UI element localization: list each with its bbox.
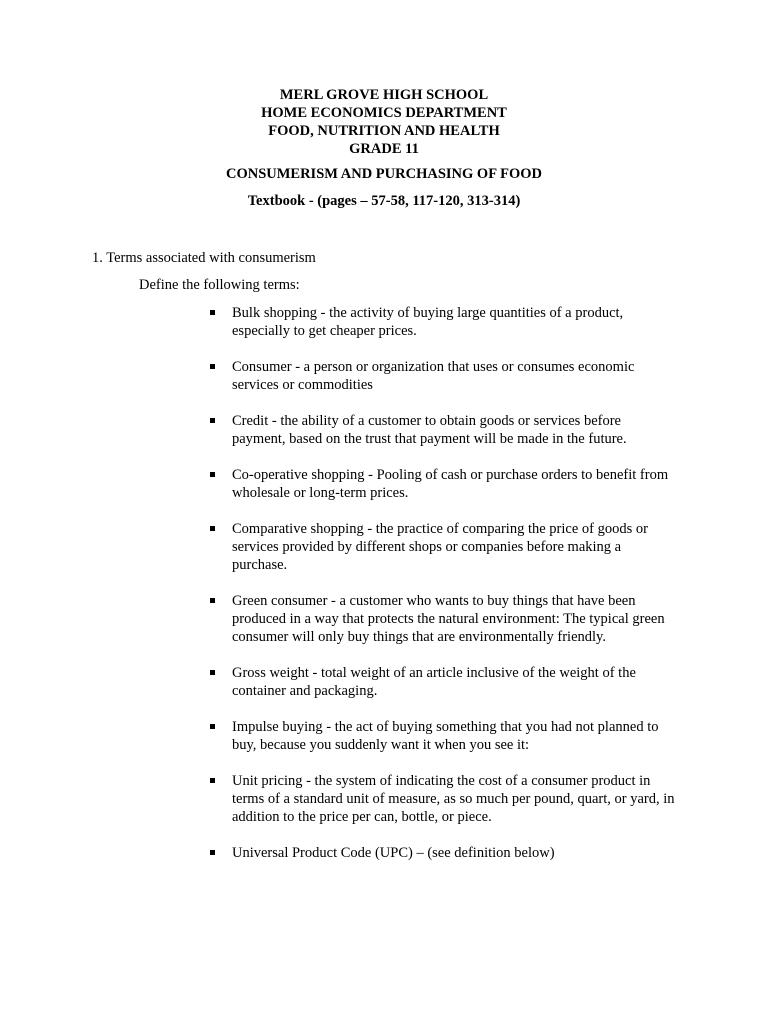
term-text: Gross weight - total weight of an article inclusive of the weight of the container and packaging. <box>232 665 636 699</box>
term-item <box>206 304 676 340</box>
term-text: Universal Product Code (UPC) – (see definition below) <box>232 845 555 861</box>
term-item <box>206 844 676 862</box>
department-name: HOME ECONOMICS DEPARTMENT <box>261 105 507 121</box>
term-text: Comparative shopping - the practice of comparing the price of goods or services provided by different shops or companies before making a purchase. <box>232 521 648 573</box>
term-item <box>206 412 676 448</box>
term-text: Bulk shopping - the activity of buying large quantities of a product, especially to get cheaper prices. <box>232 305 624 339</box>
term-item <box>206 592 676 646</box>
term-item <box>206 718 676 754</box>
section-instruction: Define the following terms: <box>139 277 300 293</box>
term-item <box>206 466 676 502</box>
bullet-icon <box>210 670 215 675</box>
term-item <box>206 664 676 700</box>
bullet-icon <box>210 526 215 531</box>
grade-level: GRADE 11 <box>349 141 419 157</box>
bullet-icon <box>210 472 215 477</box>
bullet-icon <box>210 724 215 729</box>
terms-list <box>206 304 676 880</box>
bullet-icon <box>210 310 215 315</box>
section-heading: 1. Terms associated with consumerism <box>92 250 316 266</box>
term-text: Green consumer - a customer who wants to buy things that have been produced in a way that protects the natural environment: The typical green consumer will only buy things that are environmentally friendly. <box>232 593 665 645</box>
bullet-icon <box>210 598 215 603</box>
bullet-icon <box>210 850 215 855</box>
term-text: Unit pricing - the system of indicating the cost of a consumer product in terms of a standard unit of measure, as so much per pound, quart, or yard, in addition to the price per can, bottle, or piece. <box>232 773 675 825</box>
bullet-icon <box>210 778 215 783</box>
term-text: Consumer - a person or organization that uses or consumes economic services or commodities <box>232 359 635 393</box>
document-title: CONSUMERISM AND PURCHASING OF FOOD <box>225 166 543 182</box>
term-item <box>206 358 676 394</box>
term-text: Credit - the ability of a customer to obtain goods or services before payment, based on the trust that payment will be made in the future. <box>232 413 627 447</box>
term-item <box>206 520 676 574</box>
term-item <box>206 772 676 826</box>
bullet-icon <box>210 418 215 423</box>
term-text: Co-operative shopping - Pooling of cash or purchase orders to benefit from wholesale or long-term prices. <box>232 467 669 501</box>
school-name: MERL GROVE HIGH SCHOOL <box>279 87 489 103</box>
document-header <box>0 86 768 158</box>
bullet-icon <box>210 364 215 369</box>
textbook-reference: Textbook - (pages – 57-58, 117-120, 313-314) <box>247 193 521 209</box>
subject-name: FOOD, NUTRITION AND HEALTH <box>268 123 500 139</box>
term-text: Impulse buying - the act of buying something that you had not planned to buy, because you suddenly want it when you see it: <box>232 719 659 753</box>
